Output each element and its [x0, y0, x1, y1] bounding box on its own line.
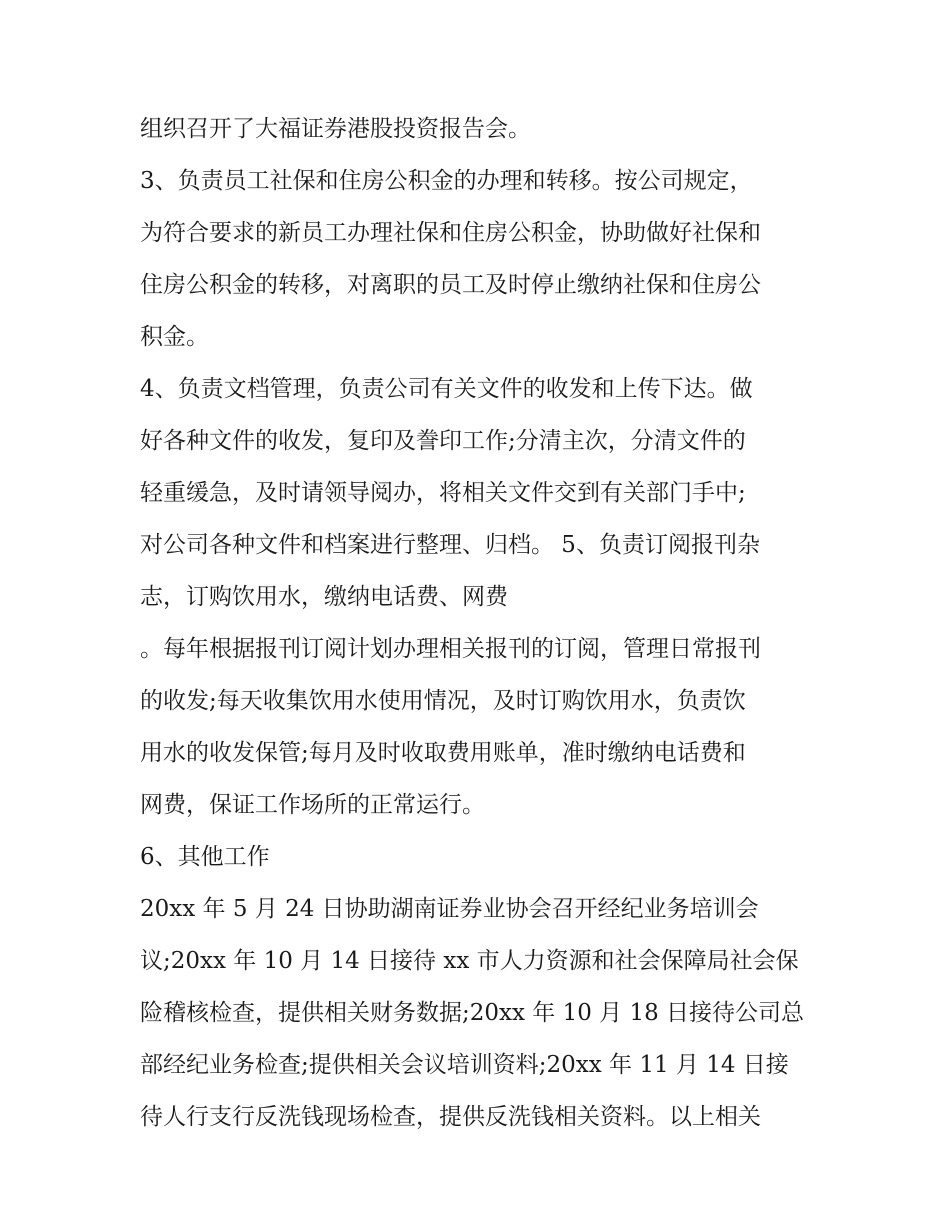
text-line: 对公司各种文件和档案进行整理、归档。 5、负责订阅报刊杂 — [140, 532, 760, 558]
text-line: 为符合要求的新员工办理社保和住房公积金，协助做好社保和 — [140, 220, 761, 246]
text-line: 险稽核检查，提供相关财务数据;20xx 年 10 月 18 日接待公司总 — [140, 1000, 805, 1026]
text-line: 志，订购饮用水，缴纳电话费、网费 — [140, 584, 508, 610]
document-body — [140, 103, 820, 1143]
text-line: 网费，保证工作场所的正常运行。 — [140, 792, 485, 818]
text-line: 20xx 年 5 月 24 日协助湖南证券业协会召开经纪业务培训会 — [140, 896, 759, 922]
text-line: 的收发;每天收集饮用水使用情况，及时订购饮用水，负责饮 — [140, 688, 746, 714]
text-line: 好各种文件的收发，复印及誊印工作;分清主次，分清文件的 — [140, 428, 746, 454]
text-line: 部经纪业务检查;提供相关会议培训资料;20xx 年 11 月 14 日接 — [140, 1052, 789, 1078]
text-line: 4、负责文档管理，负责公司有关文件的收发和上传下达。做 — [140, 376, 753, 402]
text-line: 住房公积金的转移，对离职的员工及时停止缴纳社保和住房公 — [140, 272, 761, 298]
text-line: 组织召开了大福证券港股投资报告会。 — [140, 116, 531, 142]
text-line: 6、其他工作 — [140, 844, 270, 870]
text-line: 轻重缓急，及时请领导阅办，将相关文件交到有关部门手中; — [140, 480, 746, 506]
text-line: 用水的收发保管;每月及时收取费用账单，准时缴纳电话费和 — [140, 740, 746, 766]
text-line: 3、负责员工社保和住房公积金的办理和转移。按公司规定， — [140, 168, 753, 194]
text-line: 议;20xx 年 10 月 14 日接待 xx 市人力资源和社会保障局社会保 — [140, 948, 799, 974]
text-line: 积金。 — [140, 324, 209, 350]
text-line: 。每年根据报刊订阅计划办理相关报刊的订阅，管理日常报刊 — [140, 636, 761, 662]
text-line: 待人行支行反洗钱现场检查，提供反洗钱相关资料。以上相关 — [140, 1104, 761, 1130]
